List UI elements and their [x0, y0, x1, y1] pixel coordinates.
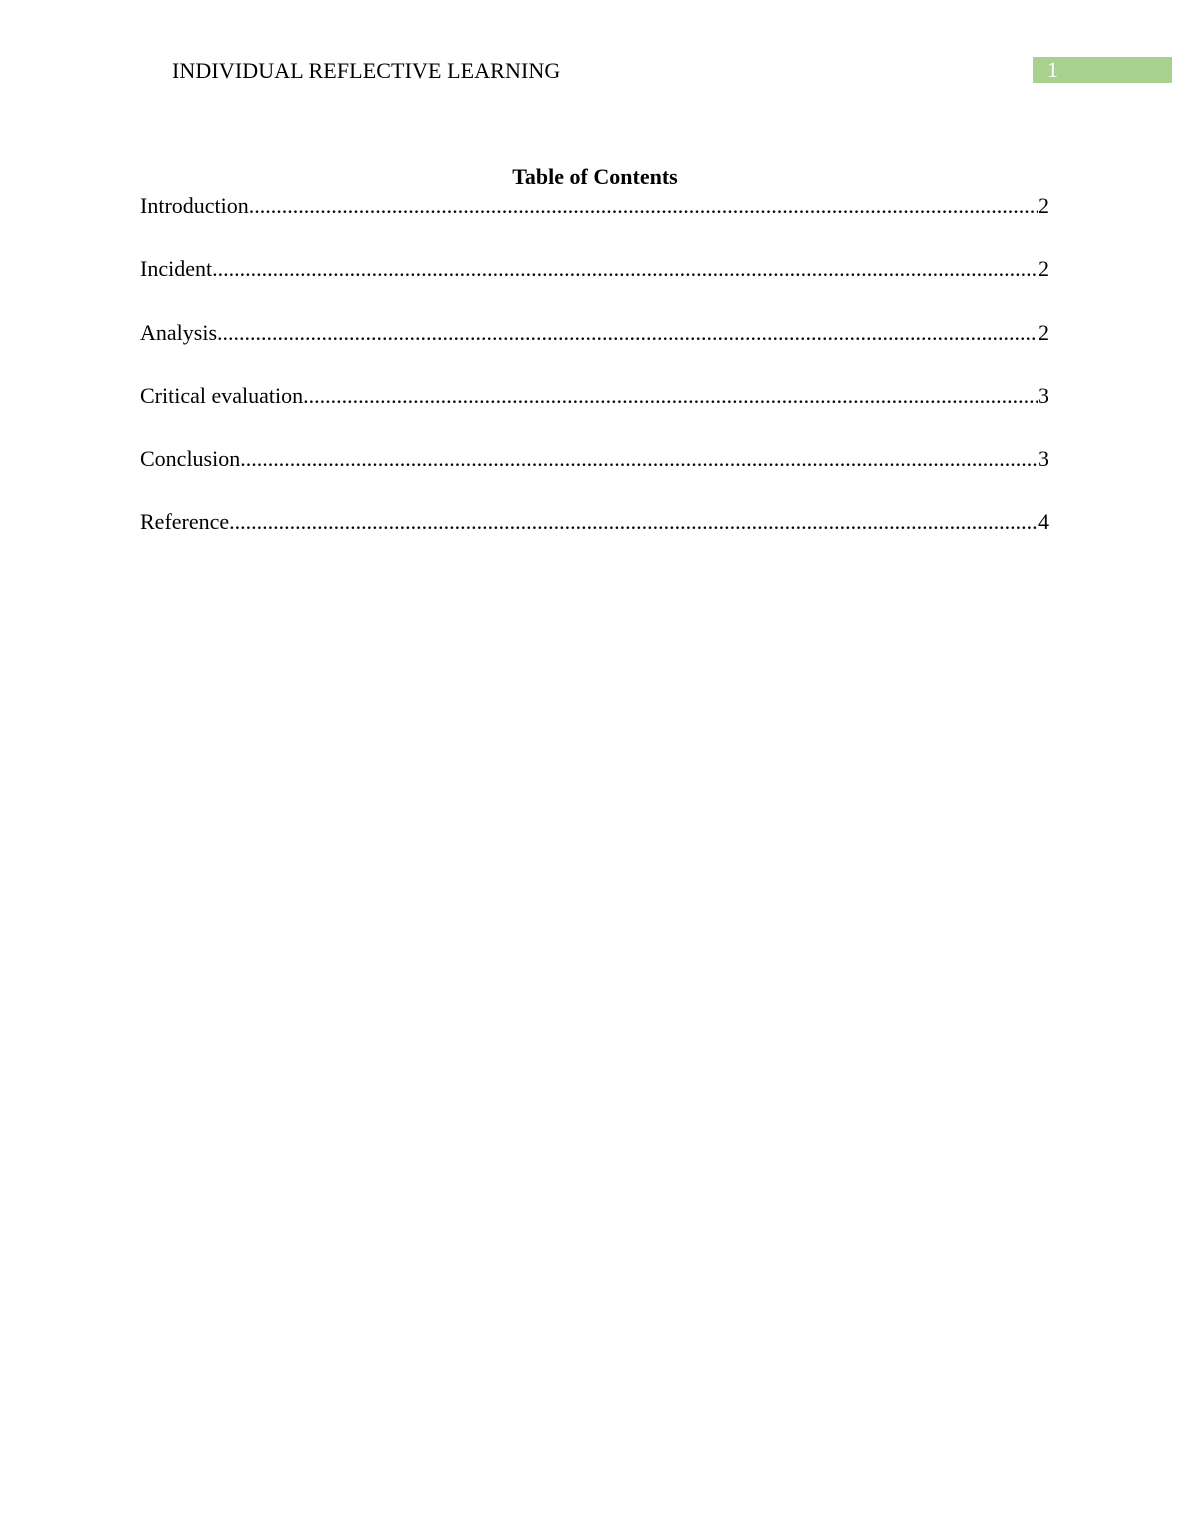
toc-entry-page: 2: [1038, 256, 1049, 282]
toc-entry-label: Reference: [140, 509, 230, 535]
toc-entry-label: Incident: [140, 256, 213, 282]
toc-entry-page: 2: [1038, 193, 1049, 218]
toc-entry-critical-evaluation[interactable]: [140, 382, 1049, 410]
toc-entry-analysis[interactable]: [140, 319, 1049, 347]
toc-list: [140, 192, 1049, 572]
toc-entry-incident[interactable]: [140, 255, 1049, 283]
toc-dot-leader: [212, 255, 1038, 283]
toc-entry-page: 4: [1038, 509, 1049, 535]
toc-heading: Table of Contents: [512, 164, 678, 189]
toc-entry-label: Critical evaluation: [140, 382, 304, 408]
toc-entry-label: Analysis: [140, 319, 217, 345]
toc-dot-leader: [229, 508, 1038, 536]
toc-entry-conclusion[interactable]: [140, 445, 1049, 473]
toc-dot-leader: [303, 382, 1038, 410]
toc-dot-leader: [217, 319, 1038, 347]
toc-entry-label: Conclusion: [140, 446, 241, 472]
toc-entry-label: Introduction: [140, 193, 249, 218]
toc-entry-page: 3: [1038, 446, 1049, 472]
toc-entry-page: 3: [1038, 382, 1049, 408]
toc-entry-page: 2: [1038, 319, 1049, 345]
toc-entry-reference[interactable]: [140, 508, 1049, 536]
toc-dot-leader: [240, 445, 1038, 473]
toc-entry-introduction[interactable]: [140, 192, 1049, 220]
toc-dot-leader: [249, 192, 1038, 220]
running-header-title: INDIVIDUAL REFLECTIVE LEARNING: [172, 58, 561, 83]
page-number-badge: [1033, 57, 1172, 83]
page-number: 1: [1047, 57, 1058, 82]
